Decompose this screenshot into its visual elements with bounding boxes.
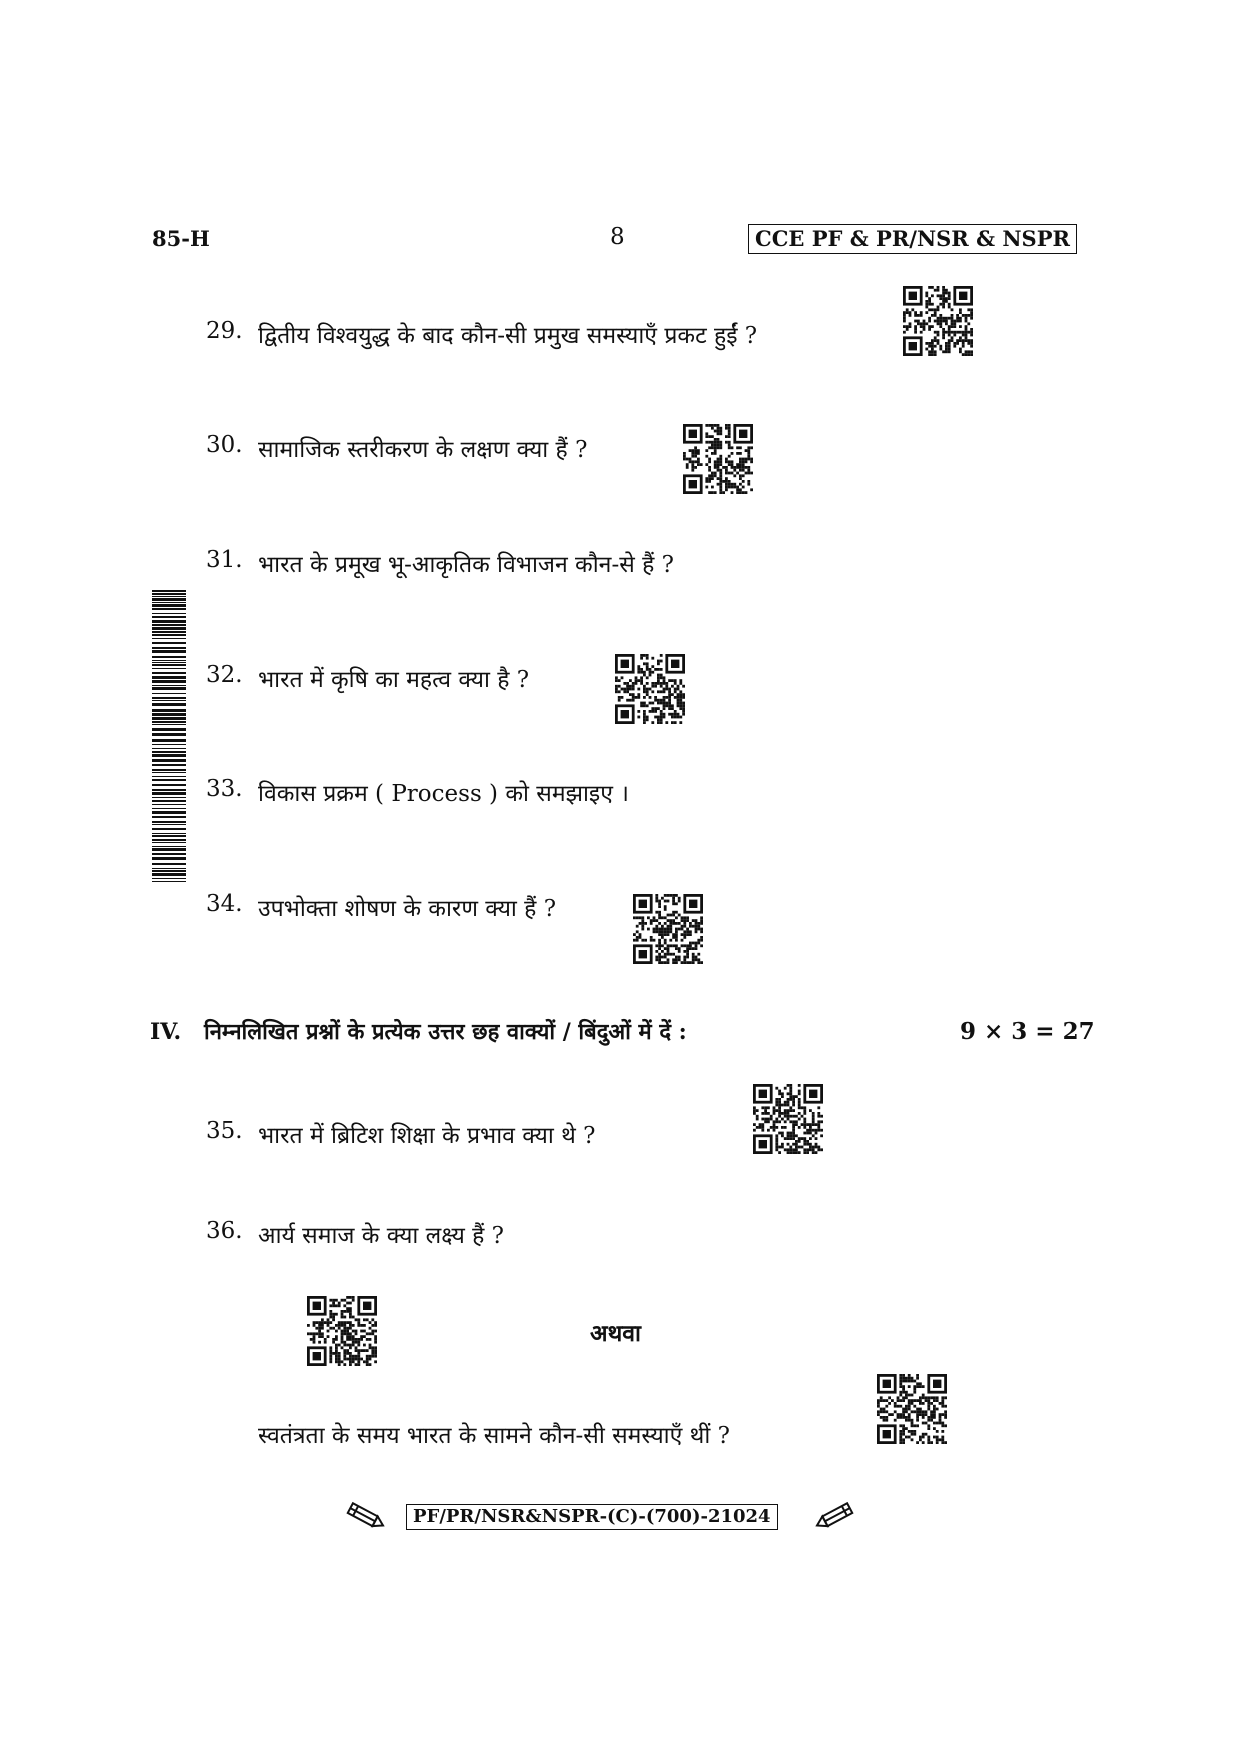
question-29 — [206, 318, 757, 350]
question-number: 32. — [206, 662, 243, 688]
question-36 — [206, 1218, 504, 1250]
question-number: 36. — [206, 1218, 243, 1244]
paper-code: 85-H — [152, 226, 210, 251]
qr-code-icon — [682, 424, 754, 494]
section-marks: 9 × 3 = 27 — [960, 1018, 1095, 1045]
question-text: सामाजिक स्तरीकरण के लक्षण क्या हैं ? — [258, 437, 588, 463]
section-number: IV. — [150, 1019, 182, 1045]
question-text: उपभोक्ता शोषण के कारण क्या हैं ? — [258, 896, 557, 922]
question-35 — [206, 1118, 596, 1150]
question-33 — [206, 776, 629, 808]
question-number: 30. — [206, 432, 243, 458]
question-31 — [206, 547, 674, 579]
question-text: स्वतंत्रता के समय भारत के सामने कौन-सी समस्याएँ थीं ? — [258, 1423, 730, 1449]
footer-code-box: PF/PR/NSR&NSPR-(C)-(700)-21024 — [406, 1504, 778, 1530]
section-instruction: निम्नलिखित प्रश्नों के प्रत्येक उत्तर छह वाक्यों / बिंदुओं में दें : — [204, 1019, 687, 1045]
question-text: भारत में ब्रिटिश शिक्षा के प्रभाव क्या थे ? — [258, 1123, 596, 1149]
question-number: 29. — [206, 318, 243, 344]
qr-code-icon — [632, 894, 704, 964]
question-number: 35. — [206, 1118, 243, 1144]
question-text: द्वितीय विश्वयुद्ध के बाद कौन-सी प्रमुख समस्याएँ प्रकट हुईं ? — [258, 323, 758, 349]
pencil-icon — [812, 1500, 856, 1534]
barcode-icon — [152, 590, 186, 882]
question-text: आर्य समाज के क्या लक्ष्य हैं ? — [258, 1223, 505, 1249]
question-30 — [206, 432, 587, 464]
qr-code-icon — [306, 1296, 378, 1366]
exam-title-box: CCE PF & PR/NSR & NSPR — [748, 224, 1077, 254]
question-34 — [206, 891, 556, 923]
section-heading — [150, 1016, 687, 1046]
qr-code-icon — [752, 1084, 824, 1154]
question-number: 34. — [206, 891, 243, 917]
question-text: भारत के प्रमूख भू-आकृतिक विभाजन कौन-से हैं ? — [258, 552, 674, 578]
qr-code-icon — [614, 654, 686, 724]
qr-code-icon — [902, 286, 974, 356]
question-text: विकास प्रक्रम ( Process ) को समझाइए । — [258, 781, 629, 807]
qr-code-icon — [876, 1374, 948, 1444]
page-number: 8 — [610, 224, 625, 250]
question-number: 33. — [206, 776, 243, 802]
or-label: अथवा — [590, 1320, 642, 1347]
alternative-question — [258, 1418, 730, 1450]
pencil-icon — [344, 1500, 388, 1534]
question-number: 31. — [206, 547, 243, 573]
question-32 — [206, 662, 529, 694]
question-text: भारत में कृषि का महत्व क्या है ? — [258, 667, 530, 693]
